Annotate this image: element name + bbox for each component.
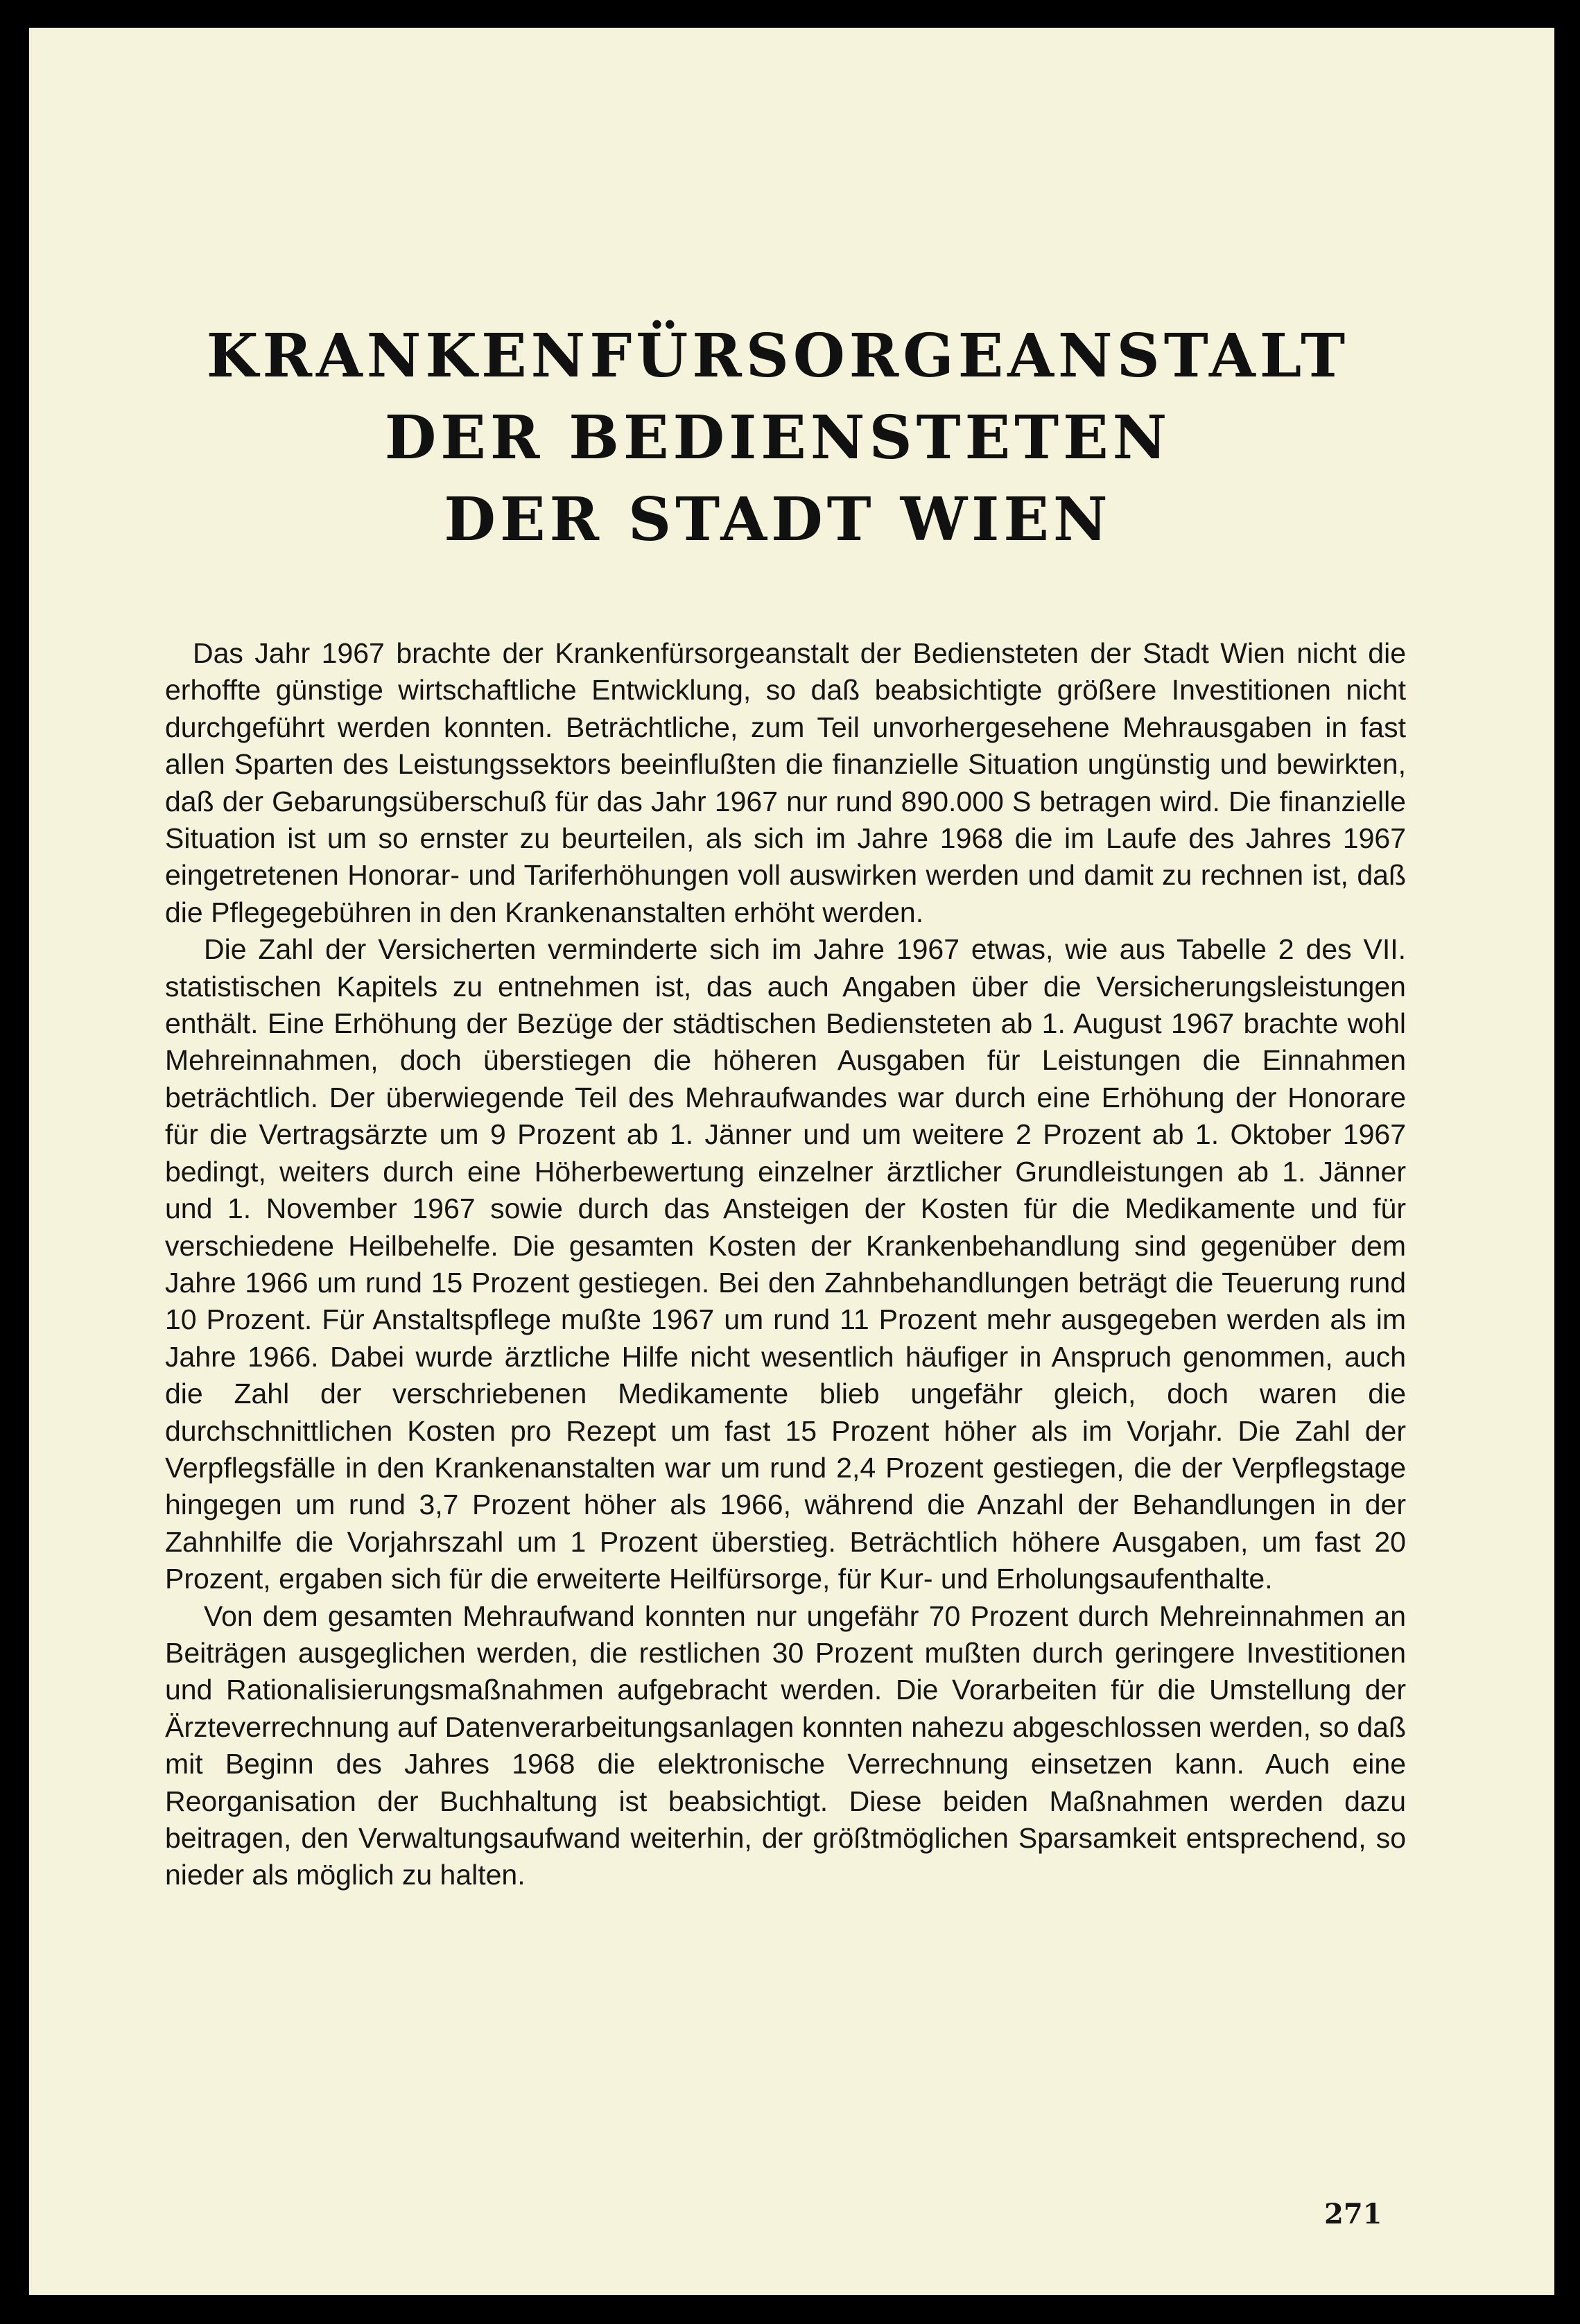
page-number: 271 xyxy=(1324,2198,1382,2230)
title-line-1: KRANKENFÜRSORGEANSTALT xyxy=(206,321,1350,391)
title-line-2: DER BEDIENSTETEN xyxy=(384,403,1172,473)
title-line-3: DER STADT WIEN xyxy=(444,485,1112,555)
body-text xyxy=(165,635,1406,1894)
page-title xyxy=(29,315,1527,561)
paragraph-3: Von dem gesamten Mehraufwand konnten nur ungefähr 70 Prozent durch Mehreinnahmen an Beiträgen ausgeglichen werden, die restlichen 30 Prozent mußten durch geringere Investitionen und Rationalisierungsmaßnahmen aufgebracht werden. Die Vorarbeiten für die Umstellung der Ärzteverrechnung auf Datenverarbeitungsanlagen konnten nahezu abgeschlossen werden, so daß mit Beginn des Jahres 1968 die elektronische Verrechnung einsetzen kann. Auch eine Reorganisation der Buchhaltung ist beabsichtigt. Diese beiden Maßnahmen werden dazu beitragen, den Verwaltungsaufwand weiterhin, der größtmöglichen Sparsamkeit entsprechend, so nieder als möglich zu halten. xyxy=(165,1599,1406,1891)
document-page xyxy=(29,28,1554,2295)
paragraph-2: Die Zahl der Versicherten verminderte sich im Jahre 1967 etwas, wie aus Tabelle 2 des VII. statistischen Kapitels zu entnehmen ist, das auch Angaben über die Versicherungsleistungen enthält. Eine Erhöhung der Bezüge der städtischen Bediensteten ab 1. August 1967 brachte wohl Mehreinnahmen, doch überstiegen die höheren Ausgaben für Leistungen die Einnahmen beträchtlich. Der überwiegende Teil des Mehraufwandes war durch eine Erhöhung der Honorare für die Vertragsärzte um 9 Prozent ab 1. Jänner und um weitere 2 Prozent ab 1. Oktober 1967 bedingt, weiters durch eine Höherbewertung einzelner ärztlicher Grundleistungen ab 1. Jänner und 1. November 1967 sowie durch das Ansteigen der Kosten für die Medikamente und für verschiedene Heilbehelfe. Die gesamten Kosten der Krankenbehandlung sind gegenüber dem Jahre 1966 um rund 15 Prozent gestiegen. Bei den Zahnbehandlungen beträgt die Teuerung rund 10 Prozent. Für Anstaltspflege mußte 1967 um rund 11 Prozent mehr ausgegeben werden als im Jahre 1966. Dabei wurde ärztliche Hilfe nicht wesentlich häufiger in Anspruch genommen, auch die Zahl der verschriebenen Medikamente blieb ungefähr gleich, doch waren die durchschnittlichen Kosten pro Rezept um fast 15 Prozent höher als im Vorjahr. Die Zahl der Verpflegsfälle in den Krankenanstalten war um rund 2,4 Prozent gestiegen, die der Verpflegstage hingegen um rund 3,7 Prozent höher als 1966, während die Anzahl der Behandlungen in der Zahnhilfe die Vorjahrszahl um 1 Prozent überstieg. Beträchtlich höhere Ausgaben, um fast 20 Prozent, ergaben sich für die erweiterte Heilfürsorge, für Kur- und Erholungsaufenthalte. xyxy=(165,933,1406,1595)
paragraph-1: Das Jahr 1967 brachte der Krankenfürsorgeanstalt der Bediensteten der Stadt Wien nicht die erhoffte günstige wirtschaftliche Entwicklung, so daß beabsichtigte größere Investitionen nicht durchgeführt werden konnten. Beträchtliche, zum Teil unvorhergesehene Mehrausgaben in fast allen Sparten des Leistungssektors beeinflußten die finanzielle Situation ungünstig und bewirkten, daß der Gebarungsüberschuß für das Jahr 1967 nur rund 890.000 S betragen wird. Die finanzielle Situation ist um so ernster zu beurteilen, als sich im Jahre 1968 die im Laufe des Jahres 1967 eingetretenen Honorar- und Tariferhöhungen voll auswirken werden und damit zu rechnen ist, daß die Pflegegebühren in den Krankenanstalten erhöht werden. xyxy=(165,637,1406,928)
